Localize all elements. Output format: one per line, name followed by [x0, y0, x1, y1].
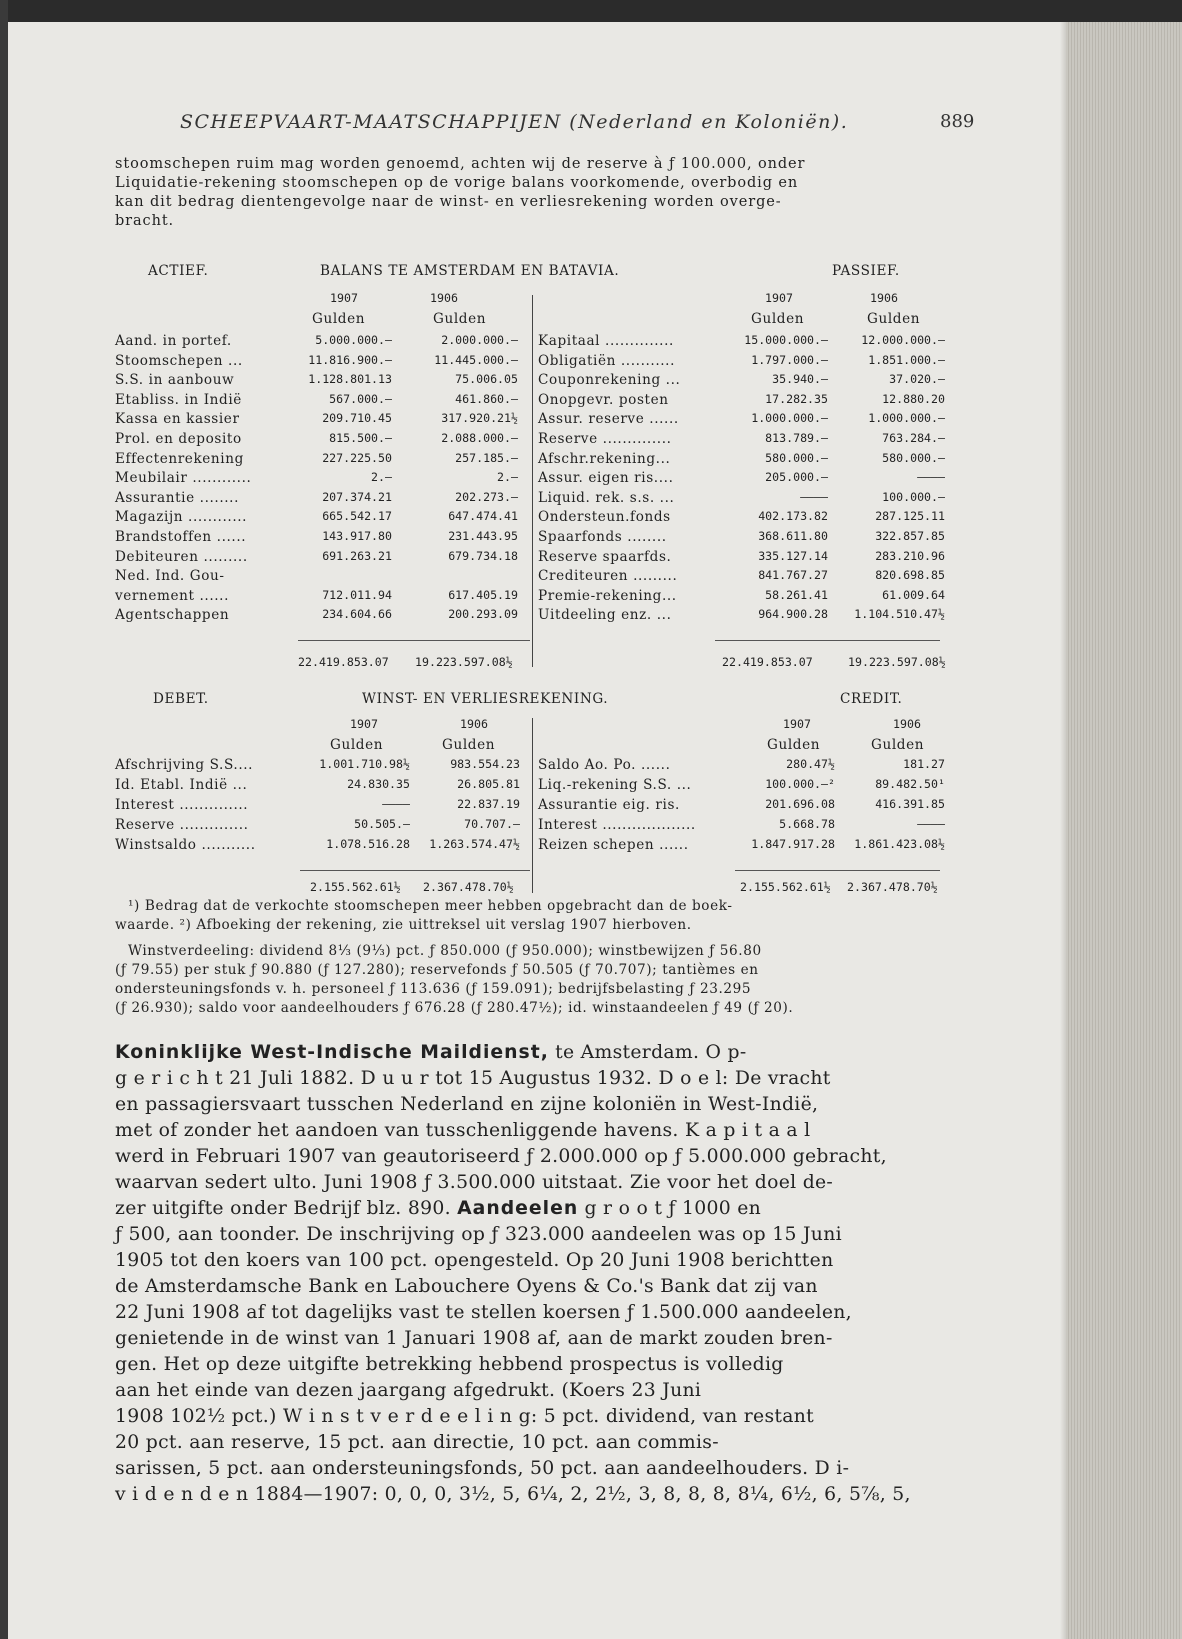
row-value: 1.797.000.—	[751, 352, 828, 367]
unit-header: Gulden	[312, 311, 366, 327]
intro-line: stoomschepen ruim mag worden genoemd, achten wij de reserve à ƒ 100.000, onder	[115, 156, 806, 172]
row-label: Afschr.rekening...	[538, 450, 671, 467]
footnote: waarde. ²) Afboeking der rekening, zie uittreksel uit verslag 1907 hierboven.	[115, 917, 692, 933]
row-label: vernement ......	[115, 587, 230, 604]
row-label: Aand. in portef.	[115, 333, 232, 349]
row-label: Kassa en kassier	[115, 411, 240, 428]
year-header: 1906	[893, 717, 921, 731]
winstverdeeling-line: ondersteuningsfonds v. h. personeel ƒ 113.636 (ƒ 159.091); bedrijfsbelasting ƒ 23.295	[115, 981, 752, 997]
row-value: 143.917.80	[322, 529, 392, 543]
row-label: Ondersteun.fonds	[538, 509, 671, 526]
company-text-line: met of zonder het aandoen van tusschenliggende havens. K a p i t a a l	[115, 1120, 811, 1141]
row-value: ————	[917, 470, 945, 485]
row-value: 1.851.000.—	[868, 352, 945, 367]
actief-label: ACTIEF.	[148, 263, 209, 279]
unit-header: Gulden	[433, 311, 487, 327]
total-value: 2.367.478.70½	[847, 880, 938, 894]
row-label: Couponrekening ...	[538, 372, 681, 389]
row-value: 100.000.—²	[765, 777, 835, 791]
row-value: 820.698.85	[875, 568, 945, 583]
page-number: 889	[940, 111, 975, 132]
row-label: Assurantie eig. ris.	[538, 797, 680, 813]
company-entry-first-line	[115, 1040, 960, 1066]
row-label: Spaarfonds ........	[538, 529, 667, 545]
row-label: Reizen schepen ......	[538, 837, 689, 853]
unit-header: Gulden	[751, 311, 805, 327]
row-label: S.S. in aanbouw	[115, 372, 235, 389]
row-value: 691.263.21	[322, 548, 392, 563]
company-text-line: 1905 tot den koers van 100 pct. opengesteld. Op 20 Juni 1908 berichtten	[115, 1250, 834, 1271]
row-value: 5.668.78	[779, 817, 835, 831]
running-header: SCHEEPVAART-MAATSCHAPPIJEN (Nederland en Koloniën).	[180, 111, 849, 133]
row-value: 11.816.900.—	[308, 352, 392, 367]
row-value: 567.000.—	[329, 391, 392, 406]
row-value: ————	[382, 797, 410, 811]
row-label: Etabliss. in Indië	[115, 391, 242, 408]
row-value: 280.47½	[786, 757, 835, 771]
company-text: zer uitgifte onder Bedrijf blz. 890.	[115, 1198, 451, 1219]
row-value: 1.000.000.—	[868, 411, 945, 426]
year-header: 1906	[430, 291, 458, 305]
row-value: 283.210.96	[875, 548, 945, 563]
row-value: 205.000.—	[765, 470, 828, 485]
year-header: 1907	[765, 291, 793, 305]
row-value: 815.500.—	[329, 431, 392, 445]
row-label: Assur. reserve ......	[538, 411, 679, 428]
row-label: Uitdeeling enz. ...	[538, 607, 672, 624]
row-label: Saldo Ao. Po. ......	[538, 757, 671, 773]
row-value: 26.805.81	[457, 777, 520, 791]
row-value: 207.374.21	[322, 489, 392, 504]
row-value: 227.225.50	[322, 450, 392, 465]
total-rule	[300, 870, 530, 871]
scan-border-top	[0, 0, 1182, 22]
row-label: Premie-rekening...	[538, 587, 677, 604]
row-value: 983.554.23	[450, 757, 520, 771]
row-value: 841.767.27	[758, 568, 828, 583]
row-value: 17.282.35	[765, 391, 828, 406]
footnote: ¹) Bedrag dat de verkochte stoomschepen meer hebben opgebracht dan de boek-	[128, 898, 733, 914]
row-value: 813.789.—	[765, 431, 828, 445]
row-value: 461.860.—	[455, 391, 518, 406]
row-value: 24.830.35	[347, 777, 410, 791]
company-text-line: aan het einde van dezen jaargang afgedrukt. (Koers 23 Juni	[115, 1380, 702, 1401]
credit-label: CREDIT.	[840, 691, 903, 707]
row-value: 287.125.11	[875, 509, 945, 524]
row-value: ————	[917, 817, 945, 831]
row-value: 317.920.21½	[441, 411, 518, 426]
row-value: 15.000.000.—	[744, 333, 828, 347]
row-value: 964.900.28	[758, 607, 828, 622]
intro-line: kan dit bedrag dientengevolge naar de winst- en verliesrekening worden overge-	[115, 194, 782, 210]
total-value: 2.367.478.70½	[423, 880, 514, 894]
company-name: Koninklijke West-Indische Maildienst,	[115, 1042, 549, 1063]
row-value: 1.128.801.13	[308, 372, 392, 387]
row-value: 75.006.05	[455, 372, 518, 387]
row-label: Meubilair ............	[115, 470, 252, 487]
row-value: ————	[800, 489, 828, 504]
row-label: Brandstoffen ......	[115, 529, 247, 545]
row-value: 1.847.917.28	[751, 837, 835, 851]
passief-label: PASSIEF.	[832, 263, 900, 279]
row-value: 335.127.14	[758, 548, 828, 563]
row-value: 2.000.000.—	[441, 333, 518, 347]
total-value: 22.419.853.07	[722, 655, 813, 669]
company-text-line: en passagiersvaart tusschen Nederland en zijne koloniën in West-Indië,	[115, 1094, 819, 1115]
row-label: Obligatiën ...........	[538, 352, 676, 369]
row-label: Interest ..............	[115, 797, 249, 813]
row-value: 12.000.000.—	[861, 333, 945, 347]
company-text: te Amsterdam. O p-	[548, 1042, 747, 1063]
row-label: Kapitaal ..............	[538, 333, 674, 349]
row-value: 2.—	[497, 470, 518, 485]
row-value: 234.604.66	[322, 607, 392, 622]
company-text-line: waarvan sedert ulto. Juni 1908 ƒ 3.500.000 uitstaat. Zie voor het doel de-	[115, 1172, 834, 1193]
row-value: 35.940.—	[772, 372, 828, 387]
intro-line: Liquidatie-rekening stoomschepen op de vorige balans voorkomende, overbodig en	[115, 175, 799, 191]
row-value: 50.505.—	[354, 817, 410, 831]
row-label: Debiteuren .........	[115, 548, 248, 565]
debet-label: DEBET.	[153, 691, 209, 707]
company-text-line	[115, 1196, 960, 1222]
row-label: Ned. Ind. Gou-	[115, 568, 225, 585]
row-label: Winstsaldo ...........	[115, 837, 256, 853]
row-value: 1.104.510.47½	[854, 607, 945, 622]
row-value: 100.000.—	[882, 489, 945, 504]
row-label: Afschrijving S.S....	[115, 757, 254, 773]
row-label: Reserve ..............	[115, 817, 249, 833]
year-header: 1906	[870, 291, 898, 305]
year-header: 1907	[783, 717, 811, 731]
row-value: 665.542.17	[322, 509, 392, 524]
row-value: 181.27	[903, 757, 945, 771]
unit-header: Gulden	[871, 737, 925, 753]
year-header: 1907	[330, 291, 358, 305]
row-value: 257.185.—	[455, 450, 518, 465]
unit-header: Gulden	[442, 737, 496, 753]
company-text-line: ƒ 500, aan toonder. De inschrijving op ƒ 323.000 aandeelen was op 15 Juni	[115, 1224, 842, 1245]
company-text-line: v i d e n d e n 1884—1907: 0, 0, 0, 3½, 5, 6¼, 2, 2½, 3, 8, 8, 8, 8¼, 6½, 6, 5⅞, 5,	[115, 1484, 911, 1505]
row-value: 2.—	[371, 470, 392, 485]
company-text-line: genietende in de winst van 1 Januari 1908 af, aan de markt zouden bren-	[115, 1328, 833, 1349]
total-rule	[715, 640, 940, 641]
company-text-line: werd in Februari 1907 van geautoriseerd ƒ 2.000.000 op ƒ 5.000.000 gebracht,	[115, 1146, 887, 1167]
scan-border-left	[0, 0, 8, 1639]
row-value: 1.000.000.—	[751, 411, 828, 426]
company-text-line: g e r i c h t 21 Juli 1882. D u u r tot 15 Augustus 1932. D o e l: De vracht	[115, 1068, 831, 1089]
row-label: Liquid. rek. s.s. ...	[538, 489, 675, 506]
winstverdeeling-line: Winstverdeeling: dividend 8⅓ (9⅓) pct. ƒ 850.000 (ƒ 950.000); winstbewijzen ƒ 56.80	[128, 943, 762, 959]
unit-header: Gulden	[767, 737, 821, 753]
row-value: 580.000.—	[882, 450, 945, 465]
company-text-line: 1908 102½ pct.) W i n s t v e r d e e l i n g: 5 pct. dividend, van restant	[115, 1406, 814, 1427]
row-label: Magazijn ............	[115, 509, 248, 526]
shares-heading: Aandeelen	[457, 1198, 579, 1219]
row-label: Id. Etabl. Indië ...	[115, 777, 248, 793]
company-text: g r o o t ƒ 1000 en	[578, 1198, 762, 1219]
total-value: 2.155.562.61½	[310, 880, 401, 894]
profit-loss-title: WINST- EN VERLIESREKENING.	[362, 691, 609, 707]
row-label: Interest ...................	[538, 817, 696, 833]
balance-title: BALANS TE AMSTERDAM EN BATAVIA.	[320, 263, 620, 279]
row-value: 12.880.20	[882, 391, 945, 406]
row-value: 231.443.95	[448, 529, 518, 543]
row-value: 58.261.41	[765, 587, 828, 602]
column-divider	[532, 718, 533, 893]
row-label: Prol. en deposito	[115, 431, 242, 447]
company-text-line: gen. Het op deze uitgifte betrekking hebbend prospectus is volledig	[115, 1354, 784, 1375]
row-label: Onopgevr. posten	[538, 391, 669, 408]
row-value: 679.734.18	[448, 548, 518, 563]
row-value: 202.273.—	[455, 489, 518, 504]
row-value: 712.011.94	[322, 587, 392, 602]
year-header: 1906	[460, 717, 488, 731]
row-label: Assur. eigen ris....	[538, 470, 674, 487]
row-value: 61.009.64	[882, 587, 945, 602]
row-value: 22.837.19	[457, 797, 520, 811]
row-value: 1.861.423.08½	[854, 837, 945, 851]
row-label: Assurantie ........	[115, 489, 240, 506]
row-label: Liq.-rekening S.S. ...	[538, 777, 692, 793]
intro-line: bracht.	[115, 213, 175, 229]
row-label: Reserve spaarfds.	[538, 548, 672, 565]
row-value: 5.000.000.—	[315, 333, 392, 347]
row-value: 70.707.—	[464, 817, 520, 831]
row-value: 580.000.—	[765, 450, 828, 465]
row-label: Stoomschepen ...	[115, 352, 243, 369]
row-value: 763.284.—	[882, 431, 945, 445]
total-value: 22.419.853.07	[298, 655, 389, 669]
row-value: 89.482.50¹	[875, 777, 945, 791]
winstverdeeling-line: (ƒ 26.930); saldo voor aandeelhouders ƒ 676.28 (ƒ 280.47½); id. winstaandeelen ƒ 49 (ƒ 20).	[115, 1000, 794, 1016]
total-value: 19.223.597.08½	[415, 655, 513, 669]
total-rule	[298, 640, 530, 641]
unit-header: Gulden	[867, 311, 921, 327]
row-value: 402.173.82	[758, 509, 828, 524]
unit-header: Gulden	[330, 737, 384, 753]
company-text-line: de Amsterdamsche Bank en Labouchere Oyens & Co.'s Bank dat zij van	[115, 1276, 818, 1297]
row-value: 322.857.85	[875, 529, 945, 543]
row-value: 617.405.19	[448, 587, 518, 602]
winstverdeeling-line: (ƒ 79.55) per stuk ƒ 90.880 (ƒ 127.280); reservefonds ƒ 50.505 (ƒ 70.707); tantièmes en	[115, 962, 759, 978]
row-label: Crediteuren .........	[538, 568, 678, 585]
year-header: 1907	[350, 717, 378, 731]
total-value: 2.155.562.61½	[740, 880, 831, 894]
row-value: 200.293.09	[448, 607, 518, 622]
column-divider	[532, 295, 533, 667]
total-value: 19.223.597.08½	[848, 655, 946, 669]
total-rule	[735, 870, 940, 871]
company-text-line: 20 pct. aan reserve, 15 pct. aan directie, 10 pct. aan commis-	[115, 1432, 719, 1453]
row-value: 1.001.710.98½	[319, 757, 410, 771]
row-label: Agentschappen	[115, 607, 230, 624]
company-text-line: sarissen, 5 pct. aan ondersteuningsfonds, 50 pct. aan aandeelhouders. D i-	[115, 1458, 850, 1479]
row-value: 368.611.80	[758, 529, 828, 543]
company-text-line: 22 Juni 1908 af tot dagelijks vast te stellen koersen ƒ 1.500.000 aandeelen,	[115, 1302, 852, 1323]
row-value: 2.088.000.—	[441, 431, 518, 445]
row-label: Reserve ..............	[538, 431, 672, 447]
book-page-edges	[1066, 22, 1182, 1639]
row-value: 11.445.000.—	[434, 352, 518, 367]
row-value: 1.078.516.28	[326, 837, 410, 851]
row-value: 1.263.574.47½	[429, 837, 520, 851]
row-label: Effectenrekening	[115, 450, 244, 467]
row-value: 416.391.85	[875, 797, 945, 811]
row-value: 209.710.45	[322, 411, 392, 426]
row-value: 37.020.—	[889, 372, 945, 387]
row-value: 201.696.08	[765, 797, 835, 811]
row-value: 647.474.41	[448, 509, 518, 524]
